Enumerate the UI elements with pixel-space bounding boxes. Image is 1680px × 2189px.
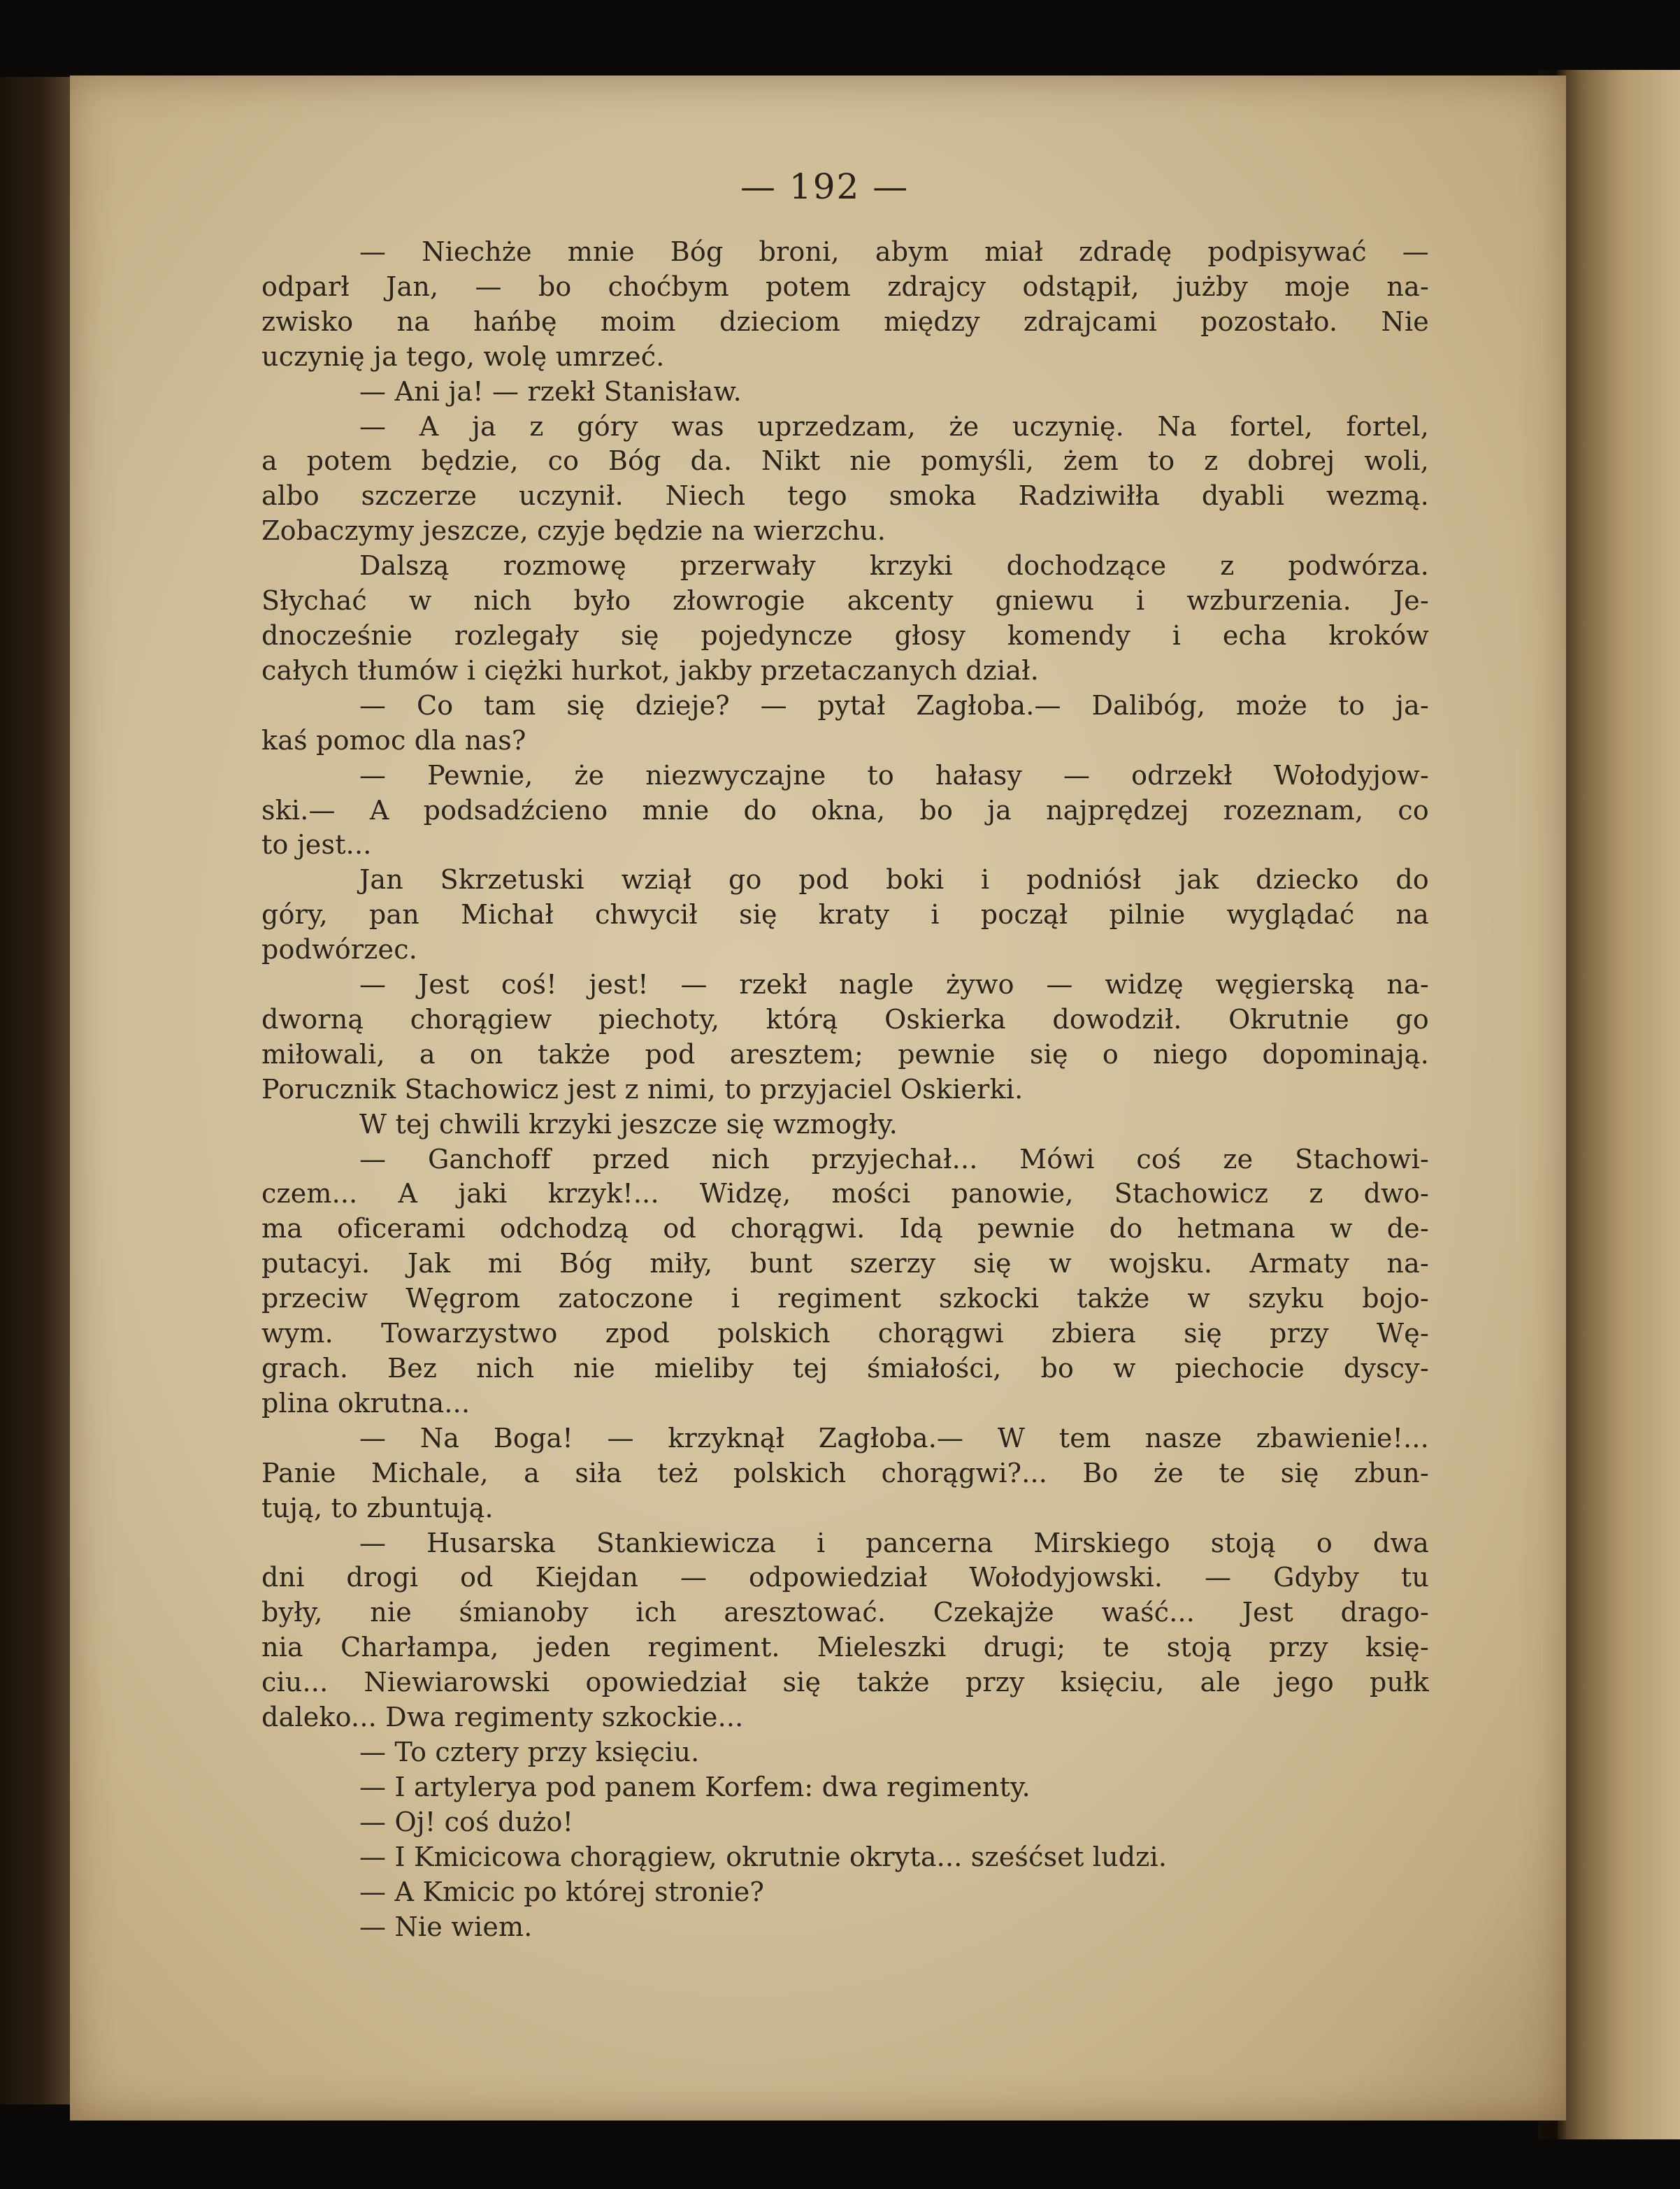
page-number: — 192 — (740, 166, 910, 207)
text-line: czem... A jaki krzyk!... Widzę, mości panowie, Stachowicz z dwo- (261, 1178, 1429, 1210)
text-line: Porucznik Stachowicz jest z nimi, to przyjaciel Oskierki. (261, 1073, 1024, 1105)
text-line: — I artylerya pod panem Korfem: dwa regimenty. (359, 1771, 1031, 1802)
text-line: uczynię ja tego, wolę umrzeć. (261, 340, 665, 372)
text-line: — Co tam się dzieje? — pytał Zagłoba.— Dalibóg, może to ja- (359, 689, 1429, 721)
text-line: dni drogi od Kiejdan — odpowiedział Wołodyjowski. — Gdyby tu (261, 1562, 1429, 1593)
text-line: putacyi. Jak mi Bóg miły, bunt szerzy się w wojsku. Armaty na- (261, 1248, 1429, 1279)
text-line: — Husarska Stankiewicza i pancerna Mirskiego stoją o dwa (359, 1527, 1429, 1558)
text-line: Zobaczymy jeszcze, czyje będzie na wierzchu. (261, 515, 886, 547)
text-line: ma oficerami odchodzą od chorągwi. Idą pewnie do hetmana w de- (261, 1213, 1429, 1244)
text-line: — Nie wiem. (359, 1911, 533, 1942)
text-line: to jest... (261, 829, 372, 861)
text-line: — Ganchoff przed nich przyjechał... Mówi coś ze Stachowi- (359, 1143, 1429, 1175)
text-line: Jan Skrzetuski wziął go pod boki i podniósł jak dziecko do (359, 864, 1429, 896)
text-line: Słychać w nich było złowrogie akcenty gniewu i wzburzenia. Je- (261, 585, 1429, 617)
text-line: przeciw Węgrom zatoczone i regiment szkocki także w szyku bojo- (261, 1283, 1429, 1314)
text-line: — Na Boga! — krzyknął Zagłoba.— W tem nasze zbawienie!... (359, 1422, 1429, 1454)
text-line: — Ani ja! — rzekł Stanisław. (359, 375, 742, 407)
text-line: wym. Towarzystwo zpod polskich chorągwi zbiera się przy Wę- (261, 1318, 1429, 1349)
text-line: W tej chwili krzyki jeszcze się wzmogły. (359, 1108, 898, 1140)
text-line: ciu... Niewiarowski opowiedział się także przy księciu, ale jego pułk (261, 1667, 1429, 1698)
text-line: dworną chorągiew piechoty, którą Oskierka dowodził. Okrutnie go (261, 1003, 1429, 1035)
page-text (261, 235, 1429, 1944)
text-line: Panie Michale, a siła też polskich chorągwi?... Bo że te się zbun- (261, 1457, 1429, 1488)
text-line: — Jest coś! jest! — rzekł nagle żywo — widzę węgierską na- (359, 969, 1429, 1000)
text-line: zwisko na hańbę moim dzieciom między zdrajcami pozostało. Nie (261, 306, 1429, 337)
text-line: — I Kmicicowa chorągiew, okrutnie okryta... sześćset ludzi. (359, 1841, 1168, 1872)
next-page-edge (1558, 70, 1680, 2139)
text-line: podwórzec. (261, 934, 417, 966)
text-line: miłowali, a on także pod aresztem; pewnie się o niego dopominają. (261, 1038, 1429, 1070)
text-line: daleko... Dwa regimenty szkockie... (261, 1702, 744, 1733)
text-line: — To cztery przy księciu. (359, 1736, 700, 1767)
text-line: kaś pomoc dla nas? (261, 724, 526, 756)
text-line: nia Charłampa, jeden regiment. Mieleszki drugi; te stoją przy księ- (261, 1632, 1429, 1663)
text-line: odparł Jan, — bo choćbym potem zdrajcy odstąpił, jużby moje na- (261, 271, 1429, 302)
text-line: Dalszą rozmowę przerwały krzyki dochodzące z podwórza. (359, 550, 1429, 582)
text-line: grach. Bez nich nie mieliby tej śmiałości, bo w piechocie dyscy- (261, 1353, 1429, 1384)
text-line: — A Kmicic po której stronie? (359, 1876, 765, 1907)
text-line: tują, to zbuntują. (261, 1492, 494, 1523)
text-line: — Pewnie, że niezwyczajne to hałasy — odrzekł Wołodyjow- (359, 759, 1429, 791)
text-line: — Niechże mnie Bóg broni, abym miał zdradę podpisywać — (359, 236, 1429, 267)
text-line: albo szczerze uczynił. Niech tego smoka Radziwiłła dyabli wezmą. (261, 480, 1429, 512)
text-line: góry, pan Michał chwycił się kraty i począł pilnie wyglądać na (261, 899, 1429, 931)
text-line: dnocześnie rozlegały się pojedyncze głosy komendy i echa kroków (261, 619, 1429, 651)
text-line: — A ja z góry was uprzedzam, że uczynię. Na fortel, fortel, (359, 410, 1429, 442)
text-line: były, nie śmianoby ich aresztować. Czekajże waść... Jest drago- (261, 1597, 1429, 1628)
text-line: ski.— A podsadźcieno mnie do okna, bo ja najprędzej rozeznam, co (261, 794, 1429, 826)
text-line: a potem będzie, co Bóg da. Nikt nie pomyśli, żem to z dobrej woli, (261, 445, 1429, 477)
text-line: — Oj! coś dużo! (359, 1806, 574, 1837)
text-line: całych tłumów i ciężki hurkot, jakby przetaczanych dział. (261, 654, 1039, 686)
text-line: plina okrutna... (261, 1387, 471, 1419)
